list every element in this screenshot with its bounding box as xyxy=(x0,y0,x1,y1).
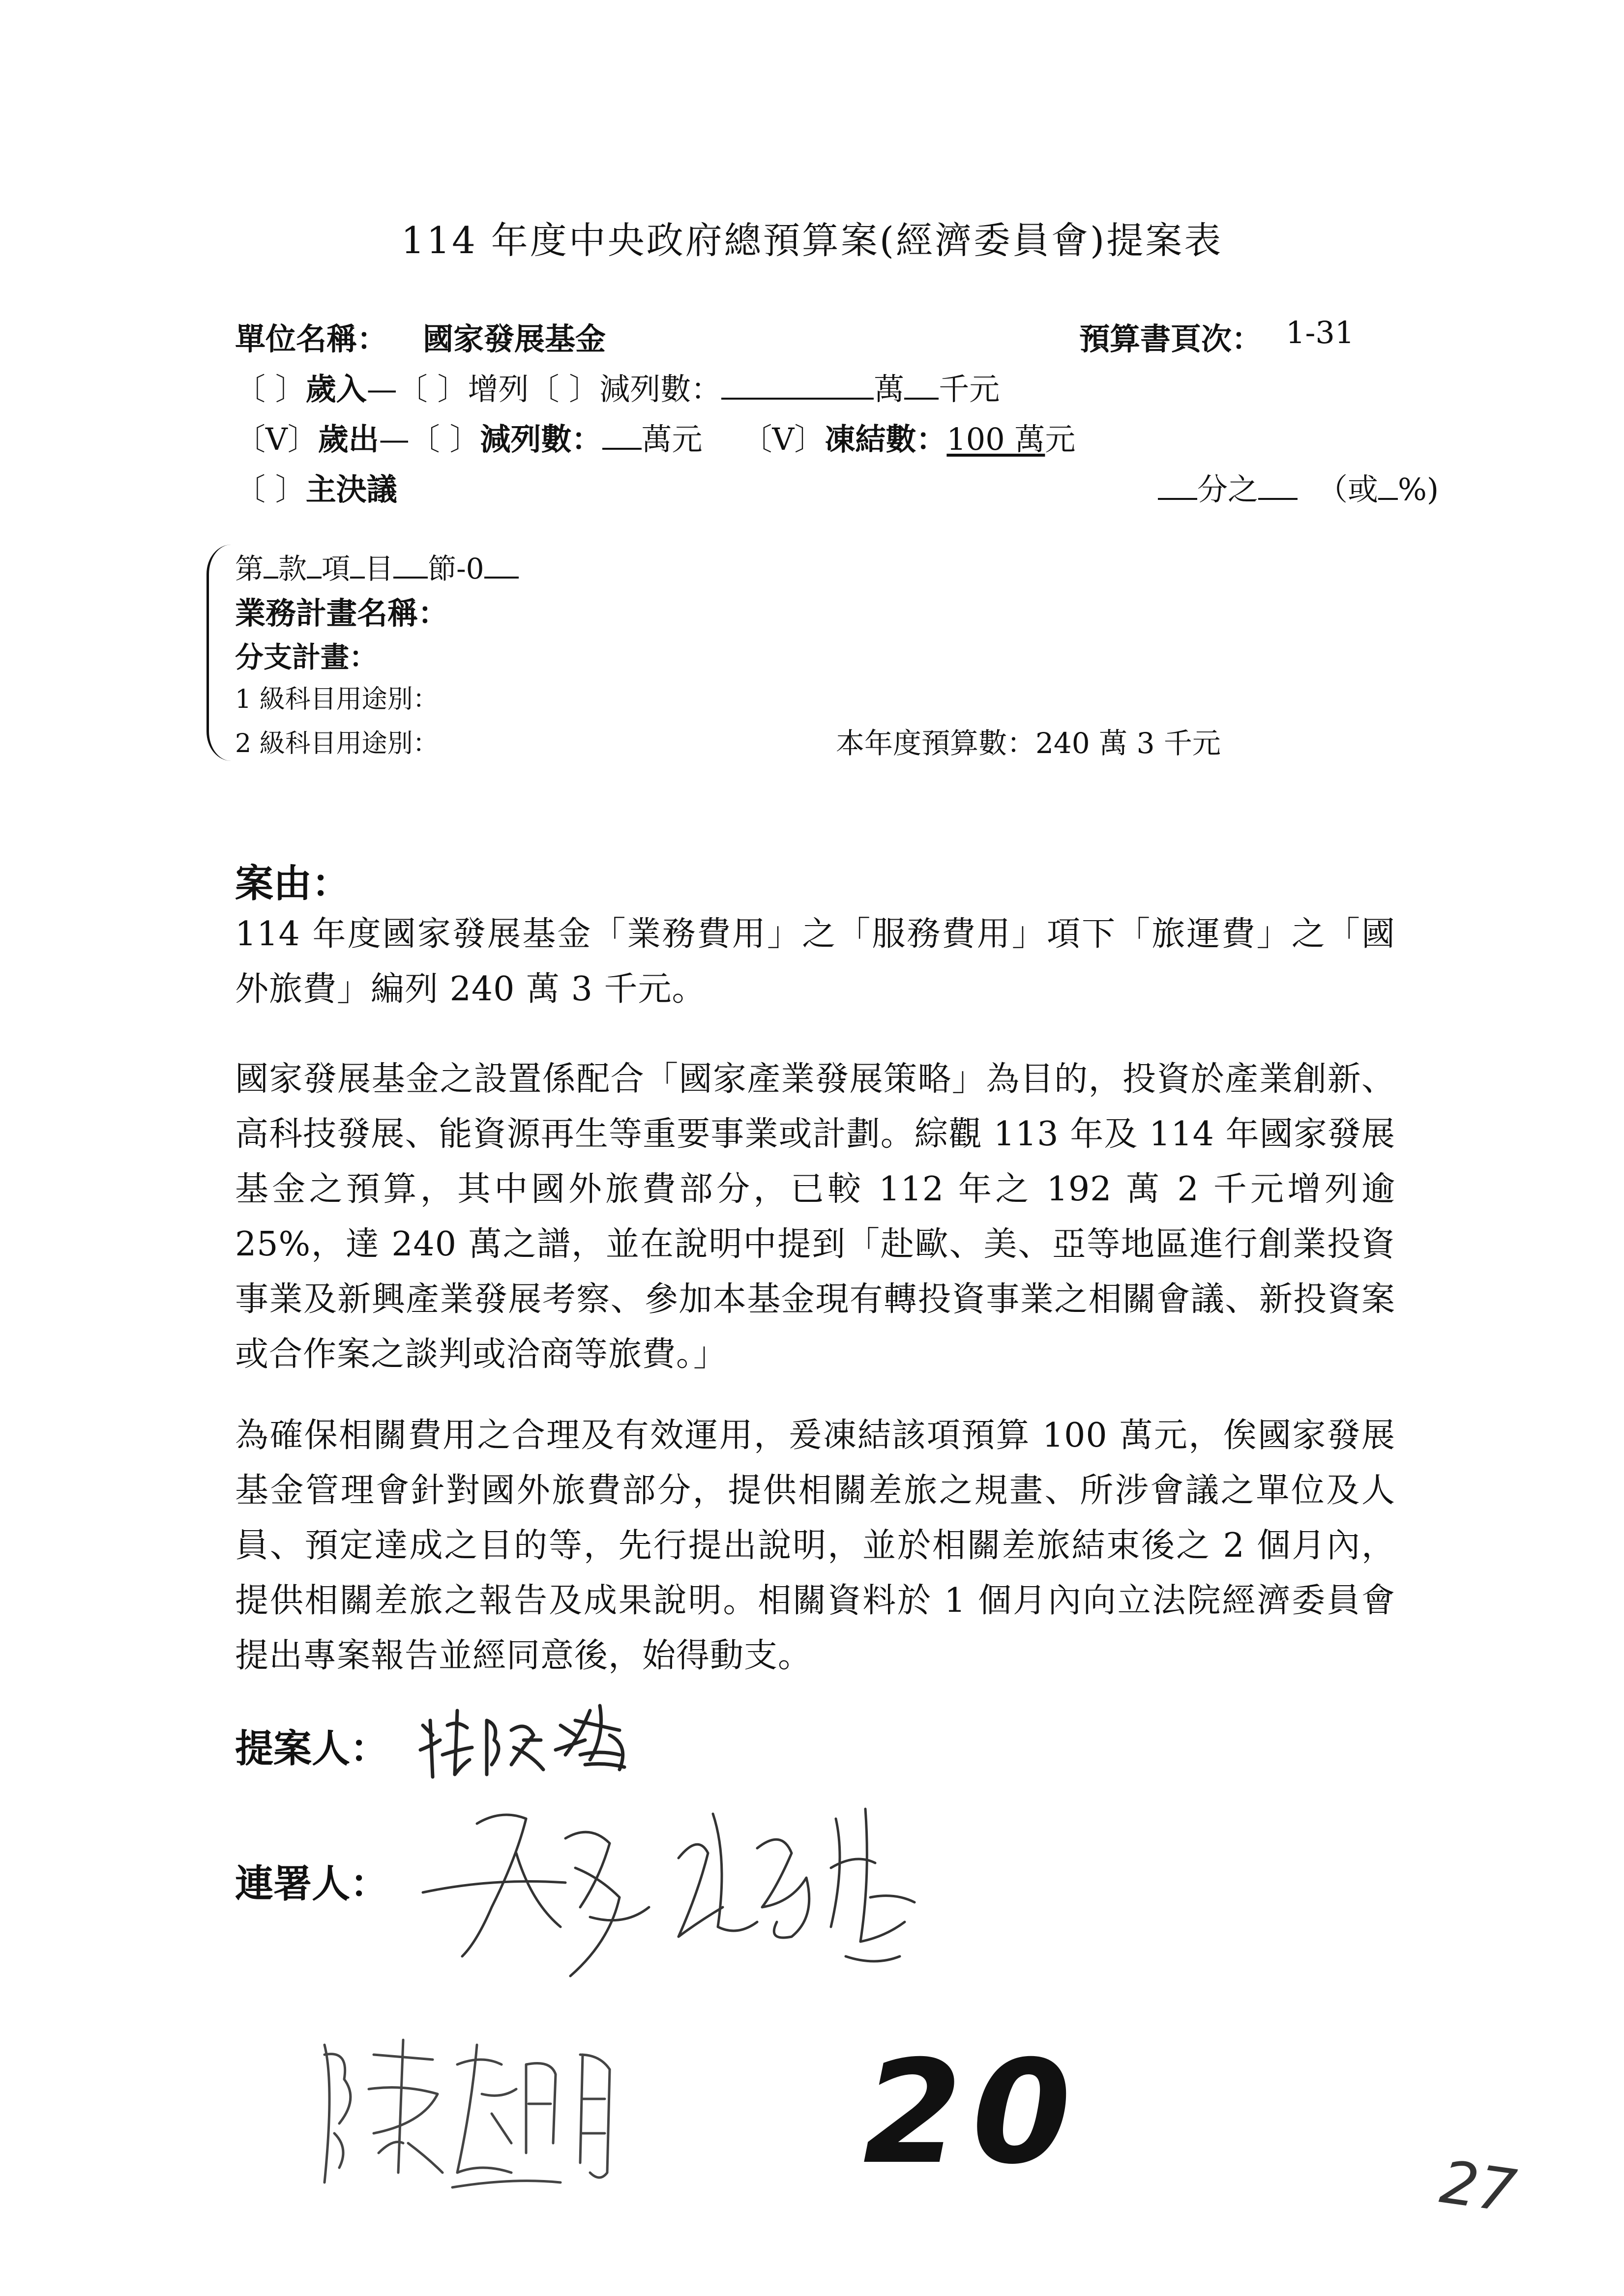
revenue-increase-checkbox: 〔 〕 xyxy=(397,371,468,407)
resolution-checkbox: 〔 〕 xyxy=(235,471,306,507)
percent-label: %) xyxy=(1398,471,1439,507)
revenue-unit-qian: 千元 xyxy=(939,371,1000,407)
reason-paragraph-1: 114 年度國家發展基金「業務費用」之「服務費用」項下「旅運費」之「國外旅費」編列 240 萬 3 千元。 xyxy=(235,915,1395,1009)
fraction-numerator-blank xyxy=(1258,470,1298,500)
program-label: 業務計畫名稱： xyxy=(235,595,449,631)
revenue-decrease-checkbox: 〔 〕 xyxy=(529,371,600,407)
blank-end xyxy=(484,549,519,579)
revenue-increase-label: 增列 xyxy=(468,371,529,407)
annual-budget: 本年度預算數：240 萬 3 千元 xyxy=(836,727,1221,760)
freeze-label: 凍結數： xyxy=(825,421,947,457)
expenditure-decrease-blank xyxy=(602,420,642,450)
proposer-label: 提案人： xyxy=(235,1727,389,1771)
percent-blank xyxy=(1378,470,1398,500)
cosigner-signature-1 xyxy=(403,1779,993,2001)
page-number: 27 xyxy=(1436,2148,1520,2226)
cosigner-signature-2 xyxy=(305,2025,649,2202)
part-kuan: 款 xyxy=(278,552,307,585)
resolution-row xyxy=(235,465,397,509)
revenue-unit-wan: 萬 xyxy=(874,371,905,407)
revenue-wan-blank xyxy=(721,370,874,400)
level1-label: 1 級科目用途別： xyxy=(235,685,439,714)
revenue-row xyxy=(235,365,1000,408)
level2-label: 2 級科目用途別： xyxy=(235,729,439,758)
blank-xiang xyxy=(307,549,322,579)
blank-jie xyxy=(393,549,428,579)
part-jie: 節-0 xyxy=(428,552,484,585)
expenditure-label: 歲出 xyxy=(318,421,379,457)
part-xiang: 項 xyxy=(322,552,351,585)
revenue-decrease-label: 減列數： xyxy=(599,371,722,407)
unit-value: 國家發展基金 xyxy=(423,321,606,357)
revenue-qian-blank xyxy=(904,370,939,400)
unit-label: 單位名稱： xyxy=(235,321,388,357)
resolution-label: 主決議 xyxy=(305,471,397,507)
budget-page-label: 預算書頁次： xyxy=(1079,321,1263,357)
fraction-denominator-blank xyxy=(1158,470,1197,500)
expenditure-row xyxy=(235,415,1075,459)
fraction-tail: （或 xyxy=(1317,471,1379,507)
freeze-checkbox: 〔V〕 xyxy=(741,421,825,457)
freeze-unit: 元 xyxy=(1045,421,1076,457)
expenditure-dash: — xyxy=(379,421,410,457)
reason-paragraph-3: 為確保相關費用之合理及有效運用，爰凍結該項預算 100 萬元，俟國家發展基金管理會針對國外旅費部分，提供相關差旅之規畫、所涉會議之單位及人員、預定達成之目的等，先行提出說明，並於相關差旅結束後之 2 個月內，提供相關差旅之報告及成果說明。相關資料於 1 個月內向立法院經濟委員會提出專案報告並經同意後，始得動支。 xyxy=(235,1416,1395,1675)
revenue-label: 歲入 xyxy=(305,371,367,407)
revenue-checkbox: 〔 〕 xyxy=(235,371,306,407)
reason-heading: 案由： xyxy=(235,862,351,906)
blank-mu xyxy=(350,549,365,579)
expenditure-decrease-unit: 萬元 xyxy=(641,421,703,457)
proposer-signature xyxy=(413,1691,659,1789)
expenditure-decrease-checkbox: 〔 〕 xyxy=(409,421,480,457)
classification-line xyxy=(235,546,519,587)
expenditure-decrease-label: 減列數： xyxy=(480,421,602,457)
resolution-fraction xyxy=(1158,465,1439,509)
budget-page-value: 1-31 xyxy=(1286,315,1355,350)
reason-paragraph-2: 國家發展基金之設置係配合「國家產業發展策略」為目的，投資於產業創新、高科技發展、能資源再生等重要事業或計劃。綜觀 113 年及 114 年國家發展基金之預算，其中國外旅費部分，已較 112 年之 192 萬 2 千元增列逾 25%，達 240 萬之譜，並在說明中提到「赴歐、美、亞等地區進行創業投資事業及新興產業發展考察、參加本基金現有轉投資事業之相關會議、新投資案或合作案之談判或洽商等旅費。」 xyxy=(235,1060,1395,1374)
sub-program-label: 分支計畫： xyxy=(235,640,378,674)
document-title: 114 年度中央政府總預算案(經濟委員會)提案表 xyxy=(401,219,1223,262)
freeze-value: 100 萬 xyxy=(946,421,1045,457)
cosigner-label: 連署人： xyxy=(235,1862,389,1906)
classification-brace xyxy=(207,545,238,761)
fraction-mid: 分之 xyxy=(1197,471,1259,507)
part-di: 第 xyxy=(235,552,264,585)
revenue-dash: — xyxy=(366,371,397,407)
handwritten-number: 20 xyxy=(863,2030,1081,2196)
expenditure-checkbox: 〔V〕 xyxy=(235,421,318,457)
blank-kuan xyxy=(264,549,278,579)
part-mu: 目 xyxy=(365,552,394,585)
